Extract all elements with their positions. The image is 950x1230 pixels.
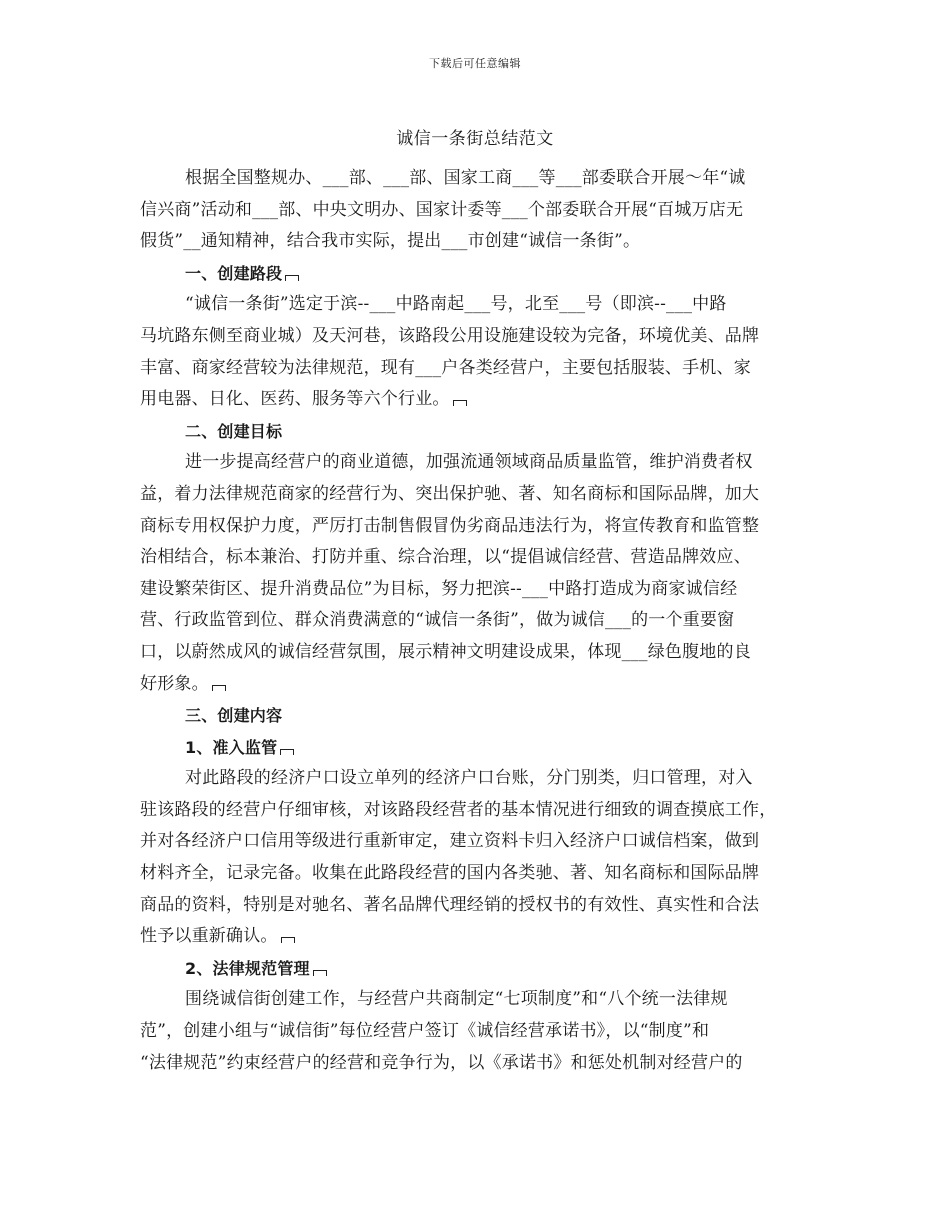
paragraph-line (140, 890, 812, 922)
line-text: 马坑路东侧至商业城）及天河巷，该路段公用设施建设较为完备，环境优美、品牌 (140, 325, 760, 346)
paragraph-line (140, 605, 812, 637)
line-text: “法律规范”约束经营户的经营和竞争行为，以《承诺书》和惩处机制对经营户的 (140, 1052, 743, 1073)
paragraph-mark-icon (280, 749, 294, 755)
line-text: 进一步提高经营户的商业道德，加强流通领域商品质量监管，维护消费者权 (185, 452, 753, 473)
paragraph-line (140, 195, 812, 227)
section-heading (140, 258, 812, 290)
line-text: “诚信一条街”选定于滨--___中路南起___号，北至___号（即滨--___中路 (185, 294, 727, 315)
line-text: 营、行政监管到位、群众消费满意的“诚信一条街”，做为诚信___的一个重要窗 (140, 610, 735, 631)
line-text: 二、创建目标 (185, 421, 283, 441)
line-text: 并对各经济户口信用等级进行重新审定，建立资料卡归入经济户口诚信档案，做到 (140, 831, 760, 852)
paragraph-line (140, 511, 812, 543)
paragraph-line (140, 289, 812, 321)
line-text: 信兴商”活动和___部、中央文明办、国家计委等___个部委联合开展“百城万店无 (140, 199, 744, 220)
line-text: 丰富、商家经营较为法律规范，现有___户各类经营户，主要包括服装、手机、家 (140, 357, 751, 378)
line-text: 商标专用权保护力度，严厉打击制售假冒伪劣商品违法行为，将宣传教育和监管整 (140, 515, 760, 536)
line-text: 商品的资料，特别是对驰名、著名品牌代理经销的授权书的有效性、真实性和合法 (140, 894, 760, 915)
paragraph-line (140, 542, 812, 574)
paragraph-line (140, 1016, 812, 1048)
document-body (140, 163, 812, 1079)
line-text: 2、法律规范管理 (185, 958, 310, 978)
paragraph-line (140, 669, 812, 701)
paragraph-line (140, 763, 812, 795)
paragraph-mark-icon (313, 970, 327, 976)
paragraph-line (140, 637, 812, 669)
line-text: 建设繁荣街区、提升消费品位”为目标，努力把滨--___中路打造成为商家诚信经 (140, 578, 738, 599)
section-heading (140, 700, 812, 732)
line-text: 材料齐全，记录完备。收集在此路段经营的国内各类驰、著、知名商标和国际品牌 (140, 863, 760, 884)
paragraph-line (140, 921, 812, 953)
paragraph-line (140, 447, 812, 479)
paragraph-line (140, 826, 812, 858)
paragraph-line (140, 384, 812, 416)
line-text: 益，着力法律规范商家的经营行为、突出保护驰、著、知名商标和国际品牌，加大 (140, 483, 760, 504)
line-text: 范”，创建小组与“诚信街”每位经营户签订《诚信经营承诺书》，以“制度”和 (140, 1021, 710, 1042)
line-text: 性予以重新确认。 (140, 926, 278, 947)
paragraph-line (140, 163, 812, 195)
paragraph-line (140, 795, 812, 827)
line-text: 对此路段的经济户口设立单列的经济户口台账，分门别类，归口管理，对入 (185, 768, 753, 789)
paragraph-mark-icon (285, 275, 299, 281)
section-heading (140, 953, 812, 985)
line-text: 1、准入监管 (185, 737, 278, 757)
section-heading (140, 416, 812, 448)
paragraph-line (140, 984, 812, 1016)
paragraph-mark-icon (281, 937, 295, 943)
line-text: 围绕诚信街创建工作，与经营户共商制定“七项制度”和“八个统一法律规 (185, 989, 728, 1010)
line-text: 一、创建路段 (185, 263, 283, 283)
paragraph-line (140, 321, 812, 353)
paragraph-line (140, 479, 812, 511)
paragraph-line (140, 858, 812, 890)
paragraph-line (140, 353, 812, 385)
paragraph-line (140, 574, 812, 606)
line-text: 假货”__通知精神，结合我市实际，提出___市创建“诚信一条街”。 (140, 231, 641, 252)
document-title: 诚信一条街总结范文 (396, 129, 554, 149)
line-text: 根据全国整规办、___部、___部、国家工商___等___部委联合开展～年“诚 (185, 168, 746, 188)
paragraph-line (140, 226, 812, 258)
section-heading (140, 732, 812, 764)
line-text: 驻该路段的经营户仔细审核，对该路段经营者的基本情况进行细致的调查摸底工作， (140, 799, 777, 820)
paragraph-line (140, 1048, 812, 1080)
line-text: 三、创建内容 (185, 706, 283, 726)
line-text: 用电器、日化、医药、服务等六个行业。 (140, 389, 450, 410)
page-header-note: 下载后可任意编辑 (429, 57, 521, 70)
line-text: 治相结合，标本兼治、打防并重、综合治理，以“提倡诚信经营、营造品牌效应、 (140, 547, 751, 568)
line-text: 好形象。 (140, 673, 209, 694)
paragraph-mark-icon (212, 685, 226, 691)
line-text: 口，以蔚然成风的诚信经营氛围，展示精神文明建设成果，体现___绿色腹地的良 (140, 641, 751, 662)
paragraph-mark-icon (453, 400, 467, 406)
